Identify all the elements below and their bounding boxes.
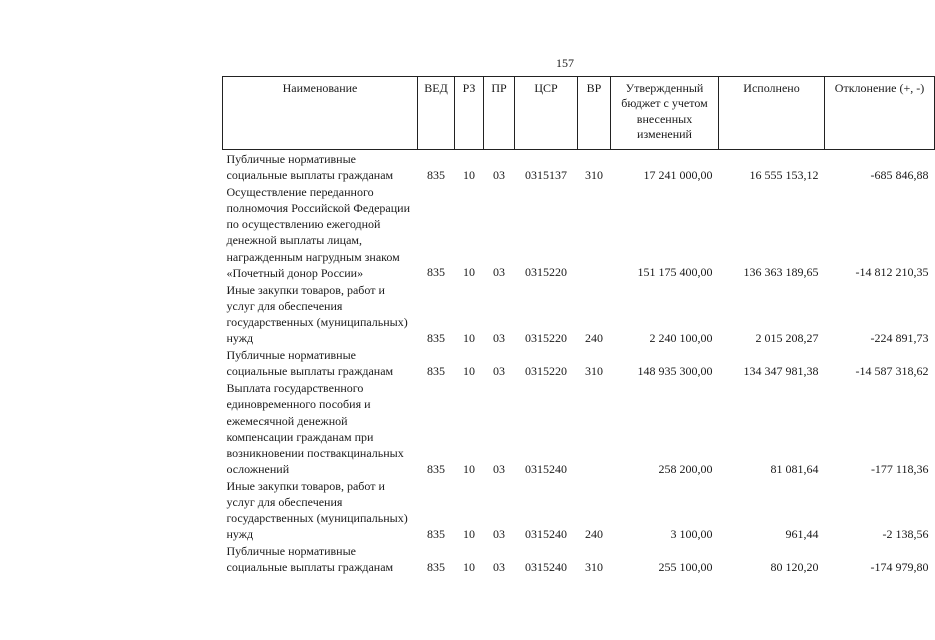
- row-vr: 240: [585, 330, 603, 345]
- table-row: [223, 477, 935, 542]
- row-rz: 10: [463, 265, 475, 280]
- row-name: Публичные нормативные социальные выплаты гражданам: [226, 152, 394, 183]
- row-pr: 03: [493, 560, 505, 575]
- row-pr: 03: [493, 461, 505, 476]
- page-number: 157: [556, 56, 574, 70]
- row-approved: 151 175 400,00: [637, 265, 713, 280]
- row-approved: 2 240 100,00: [649, 330, 713, 345]
- row-deviation: -174 979,80: [870, 560, 929, 575]
- table-row: [223, 379, 935, 477]
- row-pr: 03: [493, 265, 505, 280]
- budget-table: [222, 76, 935, 575]
- row-name: Осуществление переданного полномочия Российской Федерации по осуществлению ежегодной денежной выплаты лицам, награжденным нагрудным знаком «Почетный донор России»: [226, 185, 411, 280]
- table-row: [223, 281, 935, 346]
- row-csr: 0315137: [525, 167, 567, 182]
- row-executed: 136 363 189,65: [743, 265, 819, 280]
- table-row: [223, 150, 935, 184]
- row-vr: [578, 379, 611, 477]
- row-executed: 134 347 981,38: [743, 364, 819, 379]
- row-pr: 03: [493, 526, 505, 541]
- row-vr: 240: [585, 526, 603, 541]
- row-ved: 835: [427, 364, 445, 379]
- header-pr: ПР: [484, 77, 515, 150]
- header-executed: Исполнено: [719, 77, 825, 150]
- row-vr: 310: [585, 167, 603, 182]
- row-rz: 10: [463, 461, 475, 476]
- row-rz: 10: [463, 167, 475, 182]
- header-csr: ЦСР: [515, 77, 578, 150]
- row-executed: 2 015 208,27: [755, 330, 819, 345]
- row-csr: 0315240: [525, 526, 567, 541]
- row-approved: 3 100,00: [670, 526, 713, 541]
- row-executed: 80 120,20: [770, 560, 819, 575]
- row-rz: 10: [463, 560, 475, 575]
- row-name: Выплата государственного единовременного пособия и ежемесячной денежной компенсации гражданам при возникновении поствакцинальных осложнений: [226, 381, 404, 476]
- row-approved: 255 100,00: [658, 560, 713, 575]
- table-row: [223, 542, 935, 575]
- header-rz: РЗ: [455, 77, 484, 150]
- row-csr: 0315220: [525, 265, 567, 280]
- row-executed: 16 555 153,12: [749, 167, 819, 182]
- header-name: Наименование: [223, 77, 418, 150]
- row-executed: 961,44: [785, 526, 819, 541]
- row-ved: 835: [427, 526, 445, 541]
- row-approved: 258 200,00: [658, 461, 713, 476]
- table-row: [223, 346, 935, 379]
- row-pr: 03: [493, 330, 505, 345]
- row-name: Публичные нормативные социальные выплаты гражданам: [226, 348, 394, 379]
- row-csr: 0315220: [525, 364, 567, 379]
- row-approved: 148 935 300,00: [637, 364, 713, 379]
- row-ved: 835: [427, 265, 445, 280]
- header-ved: ВЕД: [418, 77, 455, 150]
- row-ved: 835: [427, 330, 445, 345]
- header-approved: Утвержденный бюджет с учетом внесенных изменений: [611, 77, 719, 150]
- row-vr: 310: [585, 560, 603, 575]
- row-name: Иные закупки товаров, работ и услуг для обеспечения государственных (муниципальных) нужд: [226, 282, 408, 346]
- row-vr: [578, 183, 611, 281]
- row-vr: 310: [585, 364, 603, 379]
- row-ved: 835: [427, 560, 445, 575]
- row-ved: 835: [427, 461, 445, 476]
- row-pr: 03: [493, 167, 505, 182]
- row-deviation: -2 138,56: [882, 526, 929, 541]
- row-deviation: -177 118,36: [870, 461, 929, 476]
- row-name: Иные закупки товаров, работ и услуг для обеспечения государственных (муниципальных) нужд: [226, 478, 408, 542]
- header-vr: ВР: [578, 77, 611, 150]
- table-header-row: [223, 77, 935, 150]
- row-rz: 10: [463, 330, 475, 345]
- row-ved: 835: [427, 167, 445, 182]
- row-csr: 0315240: [525, 461, 567, 476]
- row-executed: 81 081,64: [770, 461, 819, 476]
- row-rz: 10: [463, 364, 475, 379]
- row-pr: 03: [493, 364, 505, 379]
- header-deviation: Отклонение (+, -): [825, 77, 935, 150]
- row-name: Публичные нормативные социальные выплаты гражданам: [226, 544, 394, 575]
- row-deviation: -14 587 318,62: [855, 364, 929, 379]
- table-row: [223, 183, 935, 281]
- row-deviation: -224 891,73: [870, 330, 929, 345]
- row-deviation: -14 812 210,35: [855, 265, 929, 280]
- row-csr: 0315220: [525, 330, 567, 345]
- row-deviation: -685 846,88: [870, 167, 929, 182]
- row-csr: 0315240: [525, 560, 567, 575]
- row-rz: 10: [463, 526, 475, 541]
- row-approved: 17 241 000,00: [643, 167, 713, 182]
